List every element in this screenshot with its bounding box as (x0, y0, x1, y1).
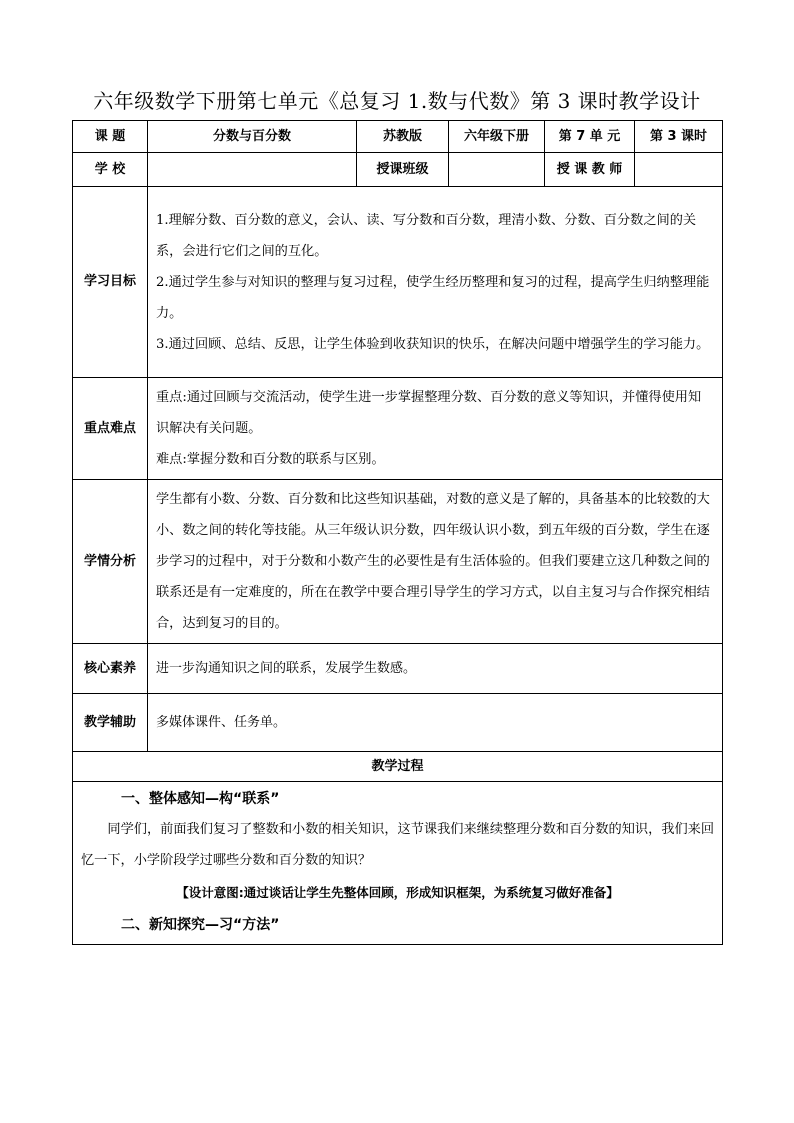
process-heading-row (73, 752, 723, 782)
goal-item: 1.理解分数、百分数的意义，会认、读、写分数和百分数，理清小数、分数、百分数之间的关系，会进行它们之间的互化。 (156, 212, 697, 259)
aids-row (73, 694, 723, 752)
design-note: 【设计意图:通过谈话让学生先整体回顾，形成知识框架，为系统复习做好准备】 (176, 885, 619, 900)
school-row (73, 153, 723, 187)
school-value (148, 153, 357, 187)
unit: 第 7 单 元 (545, 121, 635, 153)
aids-label: 教学辅助 (73, 694, 148, 752)
publisher: 苏教版 (357, 121, 449, 153)
literacy-text: 进一步沟通知识之间的联系，发展学生数感。 (148, 644, 723, 694)
teacher-label: 授 课 教 师 (545, 153, 635, 187)
goals-label: 学习目标 (73, 187, 148, 378)
section-1-heading: 一、整体感知—构“联系” (121, 791, 280, 807)
section-2-heading: 二、新知探究—习“方法” (121, 917, 280, 933)
key-point-text: 重点:通过回顾与交流活动，使学生进一步掌握整理分数、百分数的意义等知识，并懂得使用知识解决有关问题。 (156, 390, 702, 436)
analysis-text: 学生都有小数、分数、百分数和比这些知识基础，对数的意义是了解的，具备基本的比较数的大小、数之间的转化等技能。从三年级认识分数，四年级认识小数，到五年级的百分数，学生在逐步学习的过程中，对于分数和小数产生的必要性是有生活体验的。但我们要建立这几种数之间的联系还是有一定难度的，所在在教学中要合理引导学生的学习方式，以自主复习与合作探究相结合，达到复习的目的。 (156, 492, 710, 631)
lesson-plan-table (72, 120, 723, 945)
goal-item: 3.通过回顾、总结、反思，让学生体验到收获知识的快乐，在解决问题中增强学生的学习能力。 (156, 336, 710, 352)
topic-value: 分数与百分数 (148, 121, 357, 153)
document-title: 六年级数学下册第七单元《总复习 1.数与代数》第 3 课时教学设计 (93, 89, 701, 113)
key-points-row (73, 378, 723, 480)
section-1-text: 同学们，前面我们复习了整数和小数的相关知识，这节课我们来继续整理分数和百分数的知识，我们来回忆一下，小学阶段学过哪些分数和百分数的知识？ (81, 822, 715, 868)
grade: 六年级下册 (449, 121, 545, 153)
key-points-content (148, 378, 723, 480)
process-heading: 教学过程 (73, 752, 723, 782)
goals-row (73, 187, 723, 378)
topic-label: 课 题 (73, 121, 148, 153)
school-label: 学 校 (73, 153, 148, 187)
literacy-label: 核心素养 (73, 644, 148, 694)
process-content-row (73, 782, 723, 945)
analysis-row (73, 480, 723, 644)
difficult-point-text: 难点:掌握分数和百分数的联系与区别。 (156, 452, 385, 467)
goal-item: 2.通过学生参与对知识的整理与复习过程，使学生经历整理和复习的过程，提高学生归纳整理能力。 (156, 274, 710, 321)
class-value (449, 153, 545, 187)
analysis-content (148, 480, 723, 644)
process-content (73, 782, 723, 945)
analysis-label: 学情分析 (73, 480, 148, 644)
goals-content (148, 187, 723, 378)
lesson: 第 3 课时 (635, 121, 723, 153)
teacher-value (635, 153, 723, 187)
class-label: 授课班级 (357, 153, 449, 187)
header-row (73, 121, 723, 153)
key-points-label: 重点难点 (73, 378, 148, 480)
aids-text: 多媒体课件、任务单。 (148, 694, 723, 752)
literacy-row (73, 644, 723, 694)
